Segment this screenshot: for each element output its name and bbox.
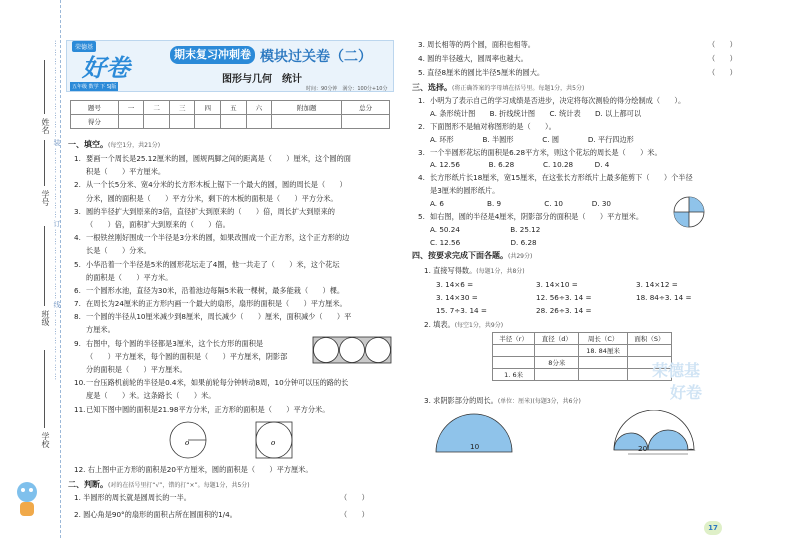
fill-header-cell: 周长（C） bbox=[579, 333, 628, 345]
question-text: 长是（ ）分米。 bbox=[86, 246, 151, 256]
fill-table-row bbox=[493, 357, 672, 369]
section-3-title: 三、选择。 bbox=[412, 83, 452, 92]
score-header-cell: 二 bbox=[144, 101, 170, 115]
question-line bbox=[74, 337, 351, 350]
question-text: 积是（ ）平方厘米。 bbox=[86, 167, 166, 177]
three-circles-figure bbox=[312, 336, 392, 364]
fill-table-header bbox=[493, 333, 672, 345]
section-1-note: (每空1分，共21分) bbox=[108, 142, 161, 149]
question-text: 在周长为24厘米的正方形内画一个最大的扇形，扇形的面积是（ ）平方厘米。 bbox=[86, 299, 347, 309]
section-3-questions bbox=[418, 95, 693, 250]
title-badge: 期末复习冲刺卷 bbox=[170, 46, 255, 64]
question-text: 一根铁丝刚好围成一个半径是3分米的圆，如果改围成一个正方形，这个正方形的边 bbox=[86, 233, 350, 243]
section-2-heading bbox=[68, 479, 250, 490]
square-with-circle-figure bbox=[254, 420, 294, 460]
mascot-icon bbox=[14, 478, 40, 518]
calc-item: 3. 14×6 = bbox=[436, 280, 474, 289]
question-text: 分米，圆的面积是（ ）平方分米，剩下的木板的面积是（ ）平方分米。 bbox=[86, 193, 338, 203]
figure-2-label: 20 bbox=[638, 444, 648, 453]
question-number: 4. bbox=[74, 233, 81, 243]
question-number: 2. bbox=[74, 180, 81, 190]
question-text: 是3厘米的圆形纸片。 bbox=[430, 186, 500, 196]
question-text: 直径8厘米的圆比半径5厘米的圆大。 bbox=[427, 68, 545, 77]
question-text: 圆的半径越大，圆周率也越大。 bbox=[427, 54, 528, 63]
sub-question-title: 3. 求阴影部分的周长。 bbox=[424, 396, 498, 405]
score-cell[interactable] bbox=[342, 115, 390, 129]
sub-question-title: 2. 填表。 bbox=[424, 320, 455, 329]
calc-item: 3. 14×10 = bbox=[536, 280, 578, 289]
judge-question bbox=[418, 68, 544, 78]
question-number: 6. bbox=[74, 285, 81, 295]
watermark-logo: 好卷 bbox=[670, 383, 703, 402]
circle-with-square-figure bbox=[168, 420, 208, 460]
question-number: 4. bbox=[418, 173, 425, 183]
arcs-figure bbox=[608, 410, 700, 456]
calc-item: 3. 14×12 = bbox=[636, 280, 678, 289]
section-3-note: (将正确答案的字母填在括号里。每题1分，共5分) bbox=[452, 85, 585, 92]
section-4-heading bbox=[412, 250, 532, 261]
question-text: 一个半圆形花坛的面积是6.28平方米，则这个花坛的周长是（ ）米。 bbox=[430, 147, 662, 157]
question-line bbox=[418, 224, 693, 237]
calc-item: 15. 7÷3. 14 = bbox=[436, 306, 487, 315]
score-header-row bbox=[71, 101, 390, 115]
page-number: 17 bbox=[704, 521, 722, 535]
question-line bbox=[74, 389, 351, 402]
question-line bbox=[74, 297, 351, 310]
score-header-cell: 题号 bbox=[71, 101, 119, 115]
section-3-heading bbox=[412, 82, 584, 93]
binding-name-label: 姓名 bbox=[41, 118, 50, 134]
score-cell[interactable] bbox=[272, 115, 342, 129]
question-1-12 bbox=[74, 465, 313, 475]
question-text: 分的面积是（ ）平方厘米。 bbox=[86, 365, 187, 374]
fill-header-cell: 直径（d） bbox=[535, 333, 579, 345]
question-text: A. 环形 B. 半圆形 C. 圆 D. 平行四边形 bbox=[430, 134, 634, 144]
binding-school-line bbox=[44, 350, 45, 428]
question-text: 如右图，圆的半径是4厘米，阴影部分的面积是（ ）平方厘米。 bbox=[430, 212, 644, 222]
question-number: 12. bbox=[74, 465, 86, 474]
score-row-label: 得分 bbox=[71, 115, 119, 129]
question-text: 已知下图中圆的面积是21.98平方分米，正方形的面积是（ ）平方分米。 bbox=[86, 404, 330, 414]
question-text: 右图中，每个圆的半径都是3厘米，这个长方形的面积是 bbox=[86, 338, 264, 348]
question-line bbox=[74, 218, 351, 231]
question-line bbox=[74, 258, 351, 271]
page-title: 模块过关卷（二） bbox=[260, 49, 372, 65]
question-text: A. 12.56 B. 6.28 C. 10.28 D. 4 bbox=[430, 160, 610, 170]
question-number: 5. bbox=[418, 68, 425, 77]
score-cell[interactable] bbox=[118, 115, 144, 129]
score-header-cell: 附加题 bbox=[272, 101, 342, 115]
question-line bbox=[418, 108, 693, 121]
score-header-cell: 总分 bbox=[342, 101, 390, 115]
section-1-questions bbox=[74, 152, 351, 416]
question-line bbox=[74, 231, 351, 244]
fill-header-cell: 面积（S） bbox=[627, 333, 671, 345]
question-number: 1. bbox=[74, 154, 81, 163]
question-line bbox=[74, 152, 351, 165]
fill-cell[interactable] bbox=[627, 345, 671, 357]
calc-item: 28. 26÷3. 14 = bbox=[536, 306, 592, 315]
question-line bbox=[418, 159, 693, 172]
question-number: 2. bbox=[74, 510, 81, 519]
question-line bbox=[74, 205, 351, 218]
circle-shaded-figure bbox=[672, 195, 706, 229]
fill-table-row bbox=[493, 369, 672, 381]
question-line bbox=[74, 192, 351, 205]
question-text: 方厘米。 bbox=[86, 325, 115, 335]
question-line bbox=[418, 211, 693, 224]
question-text: A. 50.24 B. 25.12 bbox=[430, 224, 541, 234]
binding-cut-line: ……………………………装……………………订……………………线…………………… bbox=[53, 40, 61, 382]
time-info: 时间：90分钟 满分：100分+10分 bbox=[306, 86, 388, 92]
answer-paren[interactable]: （ ） bbox=[708, 40, 737, 49]
question-line bbox=[74, 271, 351, 284]
fill-cell[interactable] bbox=[493, 357, 535, 369]
page-subtitle: 图形与几何 统计 bbox=[222, 74, 302, 85]
question-line bbox=[74, 244, 351, 257]
judge-question bbox=[74, 510, 237, 520]
question-number: 5. bbox=[418, 212, 425, 222]
question-number: 8. bbox=[74, 312, 81, 322]
question-text: 圆心角是90°的扇形的面积占所在圆面积的1/4。 bbox=[83, 510, 237, 519]
question-line bbox=[74, 178, 351, 191]
section-4-note: (共29分) bbox=[508, 253, 533, 260]
svg-text:o: o bbox=[271, 439, 276, 447]
question-line bbox=[74, 310, 351, 323]
brand-tag: 荣德基 bbox=[72, 41, 96, 52]
binding-class-label: 班级 bbox=[41, 310, 50, 326]
fill-cell[interactable] bbox=[493, 345, 535, 357]
calc-item: 3. 14×30 = bbox=[436, 293, 478, 302]
answer-paren[interactable]: （ ） bbox=[340, 493, 369, 502]
question-text: 一台压路机前轮的半径是0.4米，如果前轮每分钟转动8周，10分钟可以压的路的长 bbox=[86, 378, 349, 388]
fill-cell[interactable] bbox=[535, 369, 579, 381]
question-text: 度是（ ）米。这条路长（ ）米。 bbox=[86, 391, 216, 401]
section-4-title: 四、按要求完成下面各题。 bbox=[412, 251, 508, 260]
score-cell[interactable] bbox=[246, 115, 272, 129]
section-1-heading bbox=[68, 139, 160, 150]
question-text: 要画一个周长是25.12厘米的圆，圆规两脚之间的距离是（ ）厘米，这个圆的面 bbox=[86, 154, 351, 163]
answer-paren[interactable]: （ ） bbox=[708, 68, 737, 77]
section-2-note: (对的在括号里打“√”，错的打“×”。每题1分，共5分) bbox=[108, 482, 250, 489]
question-text: 从一个长5分米、宽4分米的长方形木板上锯下一个最大的圆，圆的周长是（ ） bbox=[86, 180, 347, 190]
question-line bbox=[418, 198, 693, 211]
fill-table bbox=[492, 332, 672, 381]
binding-school-label: 学校 bbox=[41, 432, 50, 448]
question-text: 下面图形不是轴对称图形的是（ ）。 bbox=[430, 121, 556, 131]
sub-question-title: 1. 直接写得数。 bbox=[424, 266, 477, 275]
answer-paren[interactable]: （ ） bbox=[708, 54, 737, 63]
question-line bbox=[418, 237, 693, 250]
question-text: A. 6 B. 9 C. 10 D. 30 bbox=[430, 199, 611, 209]
score-table bbox=[70, 100, 390, 129]
question-number: 3. bbox=[418, 147, 425, 157]
score-cell[interactable] bbox=[195, 115, 221, 129]
binding-id-line bbox=[44, 140, 45, 186]
question-text: 右上图中正方形的面积是20平方厘米，圆的面积是（ ）平方厘米。 bbox=[87, 465, 313, 474]
section-1-title: 一、填空。 bbox=[68, 140, 108, 149]
question-number: 1. bbox=[74, 493, 81, 502]
question-text: （ ）倍，面积扩大到原来的（ ）倍。 bbox=[86, 219, 230, 229]
question-text: 周长相等的两个圆，面积也相等。 bbox=[427, 40, 535, 49]
question-line bbox=[418, 121, 693, 134]
score-cell[interactable] bbox=[144, 115, 170, 129]
question-number: 2. bbox=[418, 121, 425, 131]
binding-id-label: 学号 bbox=[41, 190, 50, 206]
score-header-cell: 一 bbox=[118, 101, 144, 115]
svg-text:o: o bbox=[185, 439, 190, 447]
question-line bbox=[74, 284, 351, 297]
question-line bbox=[418, 95, 693, 108]
grade-label: 五年级 数学 下 SJ版 bbox=[72, 84, 117, 90]
question-number: 3. bbox=[418, 40, 425, 49]
score-cell[interactable] bbox=[221, 115, 247, 129]
question-line bbox=[418, 147, 693, 160]
score-header-cell: 六 bbox=[246, 101, 272, 115]
fill-cell[interactable]: 1. 6米 bbox=[493, 369, 535, 381]
question-line bbox=[74, 376, 351, 389]
question-line bbox=[418, 172, 693, 185]
fill-header-cell: 半径（r） bbox=[493, 333, 535, 345]
score-header-cell: 五 bbox=[221, 101, 247, 115]
question-text: （ ）平方厘米，每个圆的面积是（ ）平方厘米，阴影部 bbox=[86, 351, 288, 361]
question-line bbox=[74, 350, 351, 363]
question-number: 4. bbox=[418, 54, 425, 63]
question-number: 3. bbox=[74, 206, 81, 216]
score-header-cell: 四 bbox=[195, 101, 221, 115]
answer-paren[interactable]: （ ） bbox=[340, 510, 369, 519]
sub-question-note: (每题1分，共8分) bbox=[476, 268, 525, 275]
question-line bbox=[418, 185, 693, 198]
binding-class-line bbox=[44, 226, 45, 306]
judge-question bbox=[418, 54, 528, 64]
question-line bbox=[74, 403, 351, 416]
question-text: A. 条形统计图 B. 折线统计图 C. 统计表 D. 以上都可以 bbox=[430, 108, 642, 118]
fill-cell[interactable] bbox=[535, 345, 579, 357]
question-text: C. 12.56 D. 6.28 bbox=[430, 237, 537, 247]
question-number: 1. bbox=[418, 96, 425, 105]
sub-question-label bbox=[424, 320, 503, 330]
judge-question bbox=[74, 493, 191, 503]
question-text: 圆的半径扩大到原来的3倍，直径扩大到原来的（ ）倍，周长扩大到原来的 bbox=[86, 206, 335, 216]
calc-item: 18. 84÷3. 14 = bbox=[636, 293, 692, 302]
question-number: 10. bbox=[74, 378, 86, 388]
fill-cell[interactable]: 18. 84厘米 bbox=[579, 345, 628, 357]
fill-table-row bbox=[493, 345, 672, 357]
binding-name-line bbox=[44, 60, 45, 114]
calc-item: 12. 56÷3. 14 = bbox=[536, 293, 592, 302]
watermark-brand: 荣德基 bbox=[652, 361, 701, 380]
question-text: 一个圆形水池，直径为30米，沿着池边每隔5米栽一棵树，最多能栽（ ）棵。 bbox=[86, 285, 345, 295]
figure-1-label: 10 bbox=[470, 442, 480, 451]
question-line bbox=[74, 363, 351, 376]
question-text: 小明为了表示自己的学习成绩是否进步，决定将每次测验的得分绘制成（ ）。 bbox=[430, 96, 686, 105]
sub-question-note: (每空1分，共9分) bbox=[454, 322, 504, 329]
question-line bbox=[74, 165, 351, 178]
question-text: 的面积是（ ）平方米。 bbox=[86, 272, 173, 282]
question-number: 9. bbox=[74, 338, 81, 348]
score-cell[interactable] bbox=[169, 115, 195, 129]
judge-question bbox=[418, 40, 535, 50]
question-text: 一个圆的半径从10厘米减少到8厘米，周长减少（ ）厘米，面积减少（ ）平 bbox=[86, 312, 352, 322]
question-text: 小华沿着一个半径是5米的圆形花坛走了4圈，他一共走了（ ）米，这个花坛 bbox=[86, 259, 340, 269]
section-2-title: 二、判断。 bbox=[68, 480, 108, 489]
sub-question-label bbox=[424, 396, 581, 406]
question-text: 长方形纸片长18厘米，宽15厘米，在这张长方形纸片上最多能剪下（ ）个半径 bbox=[430, 173, 693, 183]
question-number: 5. bbox=[74, 259, 81, 269]
sub-question-note: (单位：厘米)(每题3分，共6分) bbox=[497, 398, 581, 405]
question-line bbox=[74, 323, 351, 336]
question-number: 7. bbox=[74, 299, 81, 309]
score-input-row bbox=[71, 115, 390, 129]
fill-cell[interactable]: 8分米 bbox=[535, 357, 579, 369]
sub-question-label bbox=[424, 266, 525, 276]
fill-cell[interactable] bbox=[579, 369, 628, 381]
score-header-cell: 三 bbox=[169, 101, 195, 115]
question-text: 半圆形的周长就是圆周长的一半。 bbox=[83, 493, 191, 502]
fill-cell[interactable] bbox=[579, 357, 628, 369]
question-line bbox=[418, 134, 693, 147]
question-number: 11. bbox=[74, 404, 86, 414]
brand-logo: 好卷 bbox=[82, 54, 130, 82]
